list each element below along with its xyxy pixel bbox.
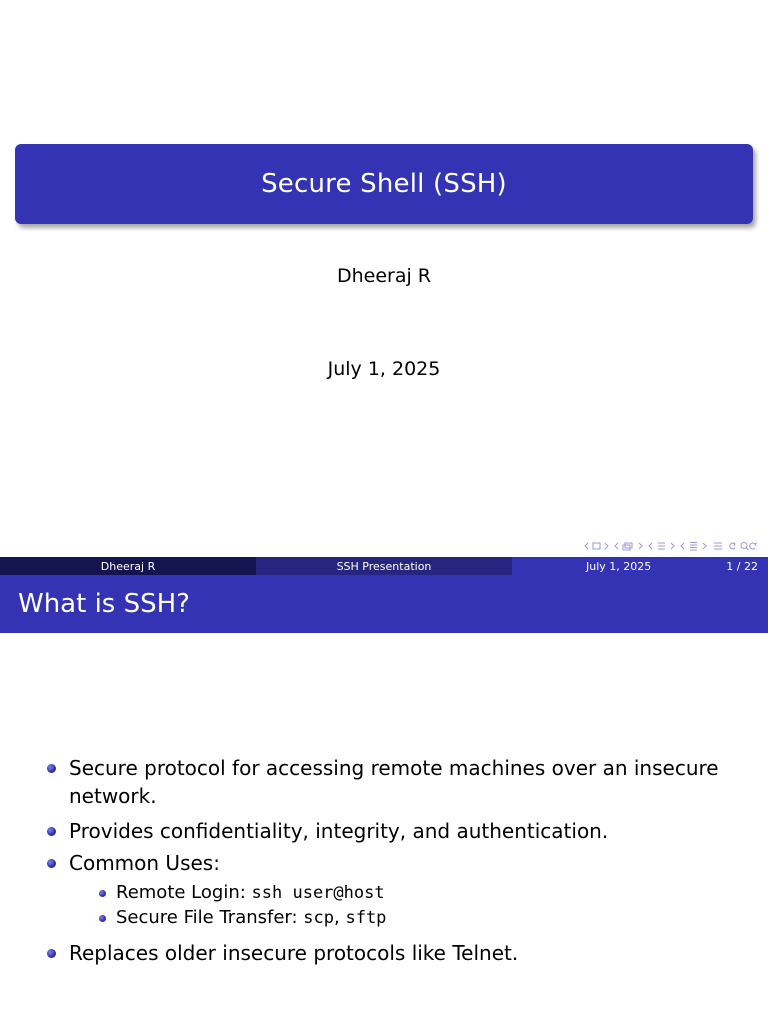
bullet-icon — [47, 949, 56, 958]
list-item-text: Common Uses: — [69, 851, 220, 875]
author-name: Dheeraj R — [336, 265, 432, 287]
footline-date: July 1, 2025 — [586, 559, 652, 573]
sub-list-item — [116, 881, 385, 905]
list-item-text-continued: network. — [69, 784, 157, 808]
presentation-date: July 1, 2025 — [327, 358, 441, 380]
sub-item-code: sftp — [345, 908, 387, 928]
sub-bullet-icon — [99, 890, 106, 897]
sub-bullet-icon — [99, 915, 106, 922]
nav-align-icon[interactable] — [712, 541, 724, 551]
navigation-symbols — [584, 539, 762, 553]
sub-list-item — [116, 906, 386, 930]
list-item — [69, 754, 729, 810]
list-item-text: Replaces older insecure protocols like Telnet. — [69, 941, 519, 965]
frame-title: What is SSH? — [18, 589, 190, 619]
presentation-title: Secure Shell (SSH) — [261, 169, 507, 199]
frame-title-bar — [0, 575, 768, 633]
bullet-icon — [47, 764, 56, 773]
sub-item-code: scp — [303, 908, 335, 928]
nav-frame-icon[interactable] — [614, 541, 644, 551]
list-item — [69, 817, 729, 845]
sub-item-code: ssh user@host — [251, 883, 385, 903]
sub-item-label: Secure File Transfer: — [116, 907, 304, 928]
sub-item-separator: , — [334, 907, 346, 928]
footline-page-number: 1 / 22 — [726, 559, 758, 573]
footline-title: SSH Presentation — [256, 557, 512, 575]
nav-search-icon[interactable] — [728, 541, 762, 551]
bullet-icon — [47, 827, 56, 836]
list-item-text: Provides confidentiality, integrity, and authentication. — [69, 819, 609, 843]
footline-date-page — [512, 557, 768, 575]
list-item — [69, 849, 729, 877]
sub-item-label: Remote Login: — [116, 882, 252, 903]
bullet-icon — [47, 859, 56, 868]
nav-subsection-icon[interactable] — [648, 541, 676, 551]
nav-section-icon[interactable] — [680, 541, 708, 551]
nav-slide-icon[interactable] — [584, 541, 610, 551]
footline — [0, 557, 768, 575]
list-item-text: Secure protocol for accessing remote machines over an insecure — [69, 756, 719, 780]
list-item — [69, 939, 729, 967]
title-box — [15, 144, 753, 224]
footline-author: Dheeraj R — [0, 557, 256, 575]
